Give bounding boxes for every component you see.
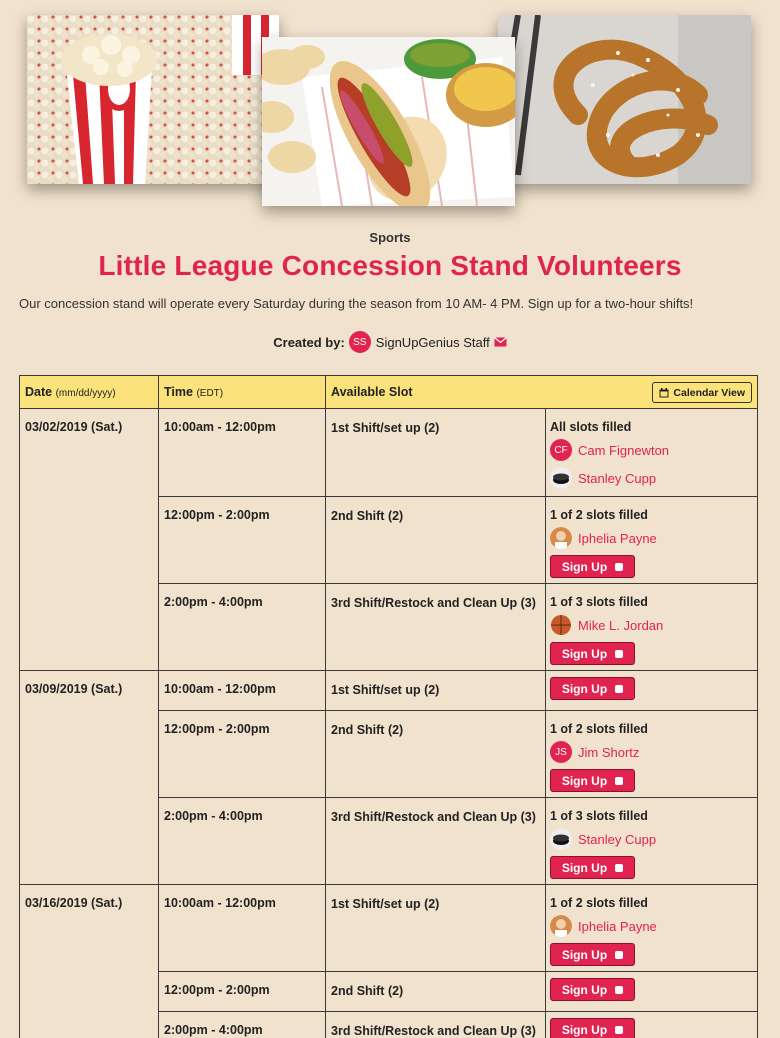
status-cell	[546, 1012, 758, 1038]
creator-name[interactable]: SignUpGenius Staff	[375, 334, 490, 350]
slot-cell: 2nd Shift (2)	[326, 711, 546, 798]
sign-up-button[interactable]: Sign Up	[550, 943, 635, 966]
time-cell: 2:00pm - 4:00pm	[159, 798, 326, 885]
volunteer-name[interactable]: Iphelia Payne	[578, 918, 657, 934]
status-cell	[546, 671, 758, 711]
sign-up-button[interactable]: Sign Up	[550, 978, 635, 1001]
table-header	[20, 376, 758, 409]
time-column-header: Time (EDT)	[159, 376, 326, 409]
hotdog-photo	[262, 37, 515, 206]
slot-status: 1 of 2 slots filled	[550, 896, 648, 910]
slot-status: 1 of 2 slots filled	[550, 508, 648, 522]
slot-status: 1 of 3 slots filled	[550, 595, 648, 609]
volunteer-name[interactable]: Mike L. Jordan	[578, 617, 664, 633]
pretzel-photo	[498, 15, 751, 184]
table-row	[20, 671, 758, 711]
status-cell	[546, 584, 758, 671]
date-cell: 03/16/2019 (Sat.)	[20, 885, 159, 1038]
volunteer-name[interactable]: Jim Shortz	[578, 744, 640, 760]
volunteer	[550, 741, 752, 763]
volunteer-avatar: CF	[550, 439, 572, 461]
calendar-view-button[interactable]: Calendar View	[652, 382, 752, 403]
slot-cell: 1st Shift/set up (2)	[326, 885, 546, 972]
checkbox-icon	[615, 951, 623, 959]
volunteer	[550, 915, 752, 937]
status-cell	[546, 972, 758, 1012]
status-cell	[546, 409, 758, 497]
creator-avatar: SS	[349, 331, 371, 353]
slot-cell: 3rd Shift/Restock and Clean Up (3)	[326, 1012, 546, 1038]
popcorn-photo	[27, 15, 279, 184]
time-cell: 2:00pm - 4:00pm	[159, 584, 326, 671]
sign-up-button[interactable]: Sign Up	[550, 642, 635, 665]
status-cell	[546, 798, 758, 885]
created-by-label: Created by:	[273, 334, 345, 350]
time-cell: 12:00pm - 2:00pm	[159, 972, 326, 1012]
slot-column-header: Available Slot Calendar View	[326, 376, 758, 409]
table-row	[20, 409, 758, 497]
time-cell: 12:00pm - 2:00pm	[159, 497, 326, 584]
table-row	[20, 885, 758, 972]
basketball-icon	[550, 614, 572, 636]
slot-cell: 2nd Shift (2)	[326, 497, 546, 584]
volunteer	[550, 614, 752, 636]
time-cell: 10:00am - 12:00pm	[159, 671, 326, 711]
calendar-icon	[659, 388, 669, 398]
slot-cell: 1st Shift/set up (2)	[326, 409, 546, 497]
status-cell	[546, 497, 758, 584]
date-column-header: Date (mm/dd/yyyy)	[20, 376, 159, 409]
checkbox-icon	[615, 777, 623, 785]
slot-cell: 1st Shift/set up (2)	[326, 671, 546, 711]
slot-cell: 3rd Shift/Restock and Clean Up (3)	[326, 584, 546, 671]
envelope-icon[interactable]	[494, 337, 507, 347]
date-cell: 03/09/2019 (Sat.)	[20, 671, 159, 885]
slot-cell: 2nd Shift (2)	[326, 972, 546, 1012]
status-cell	[546, 885, 758, 972]
sign-up-button[interactable]: Sign Up	[550, 555, 635, 578]
hockey-puck-icon	[550, 828, 572, 850]
checkbox-icon	[615, 650, 623, 658]
time-cell: 12:00pm - 2:00pm	[159, 711, 326, 798]
volunteer-name[interactable]: Cam Fignewton	[578, 442, 670, 458]
volunteer-avatar: JS	[550, 741, 572, 763]
signup-table	[19, 375, 758, 1038]
volunteer-name[interactable]: Stanley Cupp	[578, 470, 657, 486]
hockey-puck-icon	[550, 467, 572, 489]
checkbox-icon	[615, 1026, 623, 1034]
page-title: Little League Concession Stand Volunteers	[98, 250, 682, 281]
volunteer	[550, 828, 752, 850]
time-cell: 10:00am - 12:00pm	[159, 885, 326, 972]
volunteer-name[interactable]: Stanley Cupp	[578, 831, 657, 847]
volunteer	[550, 467, 752, 489]
slot-cell: 3rd Shift/Restock and Clean Up (3)	[326, 798, 546, 885]
person-photo-icon	[550, 915, 572, 937]
date-cell: 03/02/2019 (Sat.)	[20, 409, 159, 671]
checkbox-icon	[615, 563, 623, 571]
sign-up-button[interactable]: Sign Up	[550, 769, 635, 792]
status-cell	[546, 711, 758, 798]
checkbox-icon	[615, 685, 623, 693]
category-label: Sports	[369, 230, 411, 245]
sign-up-button[interactable]: Sign Up	[550, 856, 635, 879]
volunteer	[550, 439, 752, 461]
volunteer	[550, 527, 752, 549]
sheet-description: Our concession stand will operate every Saturday during the season from 10 AM- 4 PM. Sign up for a two-hour shifts!	[19, 296, 694, 311]
time-cell: 10:00am - 12:00pm	[159, 409, 326, 497]
checkbox-icon	[615, 986, 623, 994]
checkbox-icon	[615, 864, 623, 872]
creator-line	[0, 331, 780, 353]
slot-status: All slots filled	[550, 420, 632, 434]
time-cell: 2:00pm - 4:00pm	[159, 1012, 326, 1038]
sign-up-button[interactable]: Sign Up	[550, 677, 635, 700]
slot-status: 1 of 2 slots filled	[550, 722, 648, 736]
volunteer-name[interactable]: Iphelia Payne	[578, 530, 657, 546]
sign-up-button[interactable]: Sign Up	[550, 1018, 635, 1038]
person-photo-icon	[550, 527, 572, 549]
slot-status: 1 of 3 slots filled	[550, 809, 648, 823]
